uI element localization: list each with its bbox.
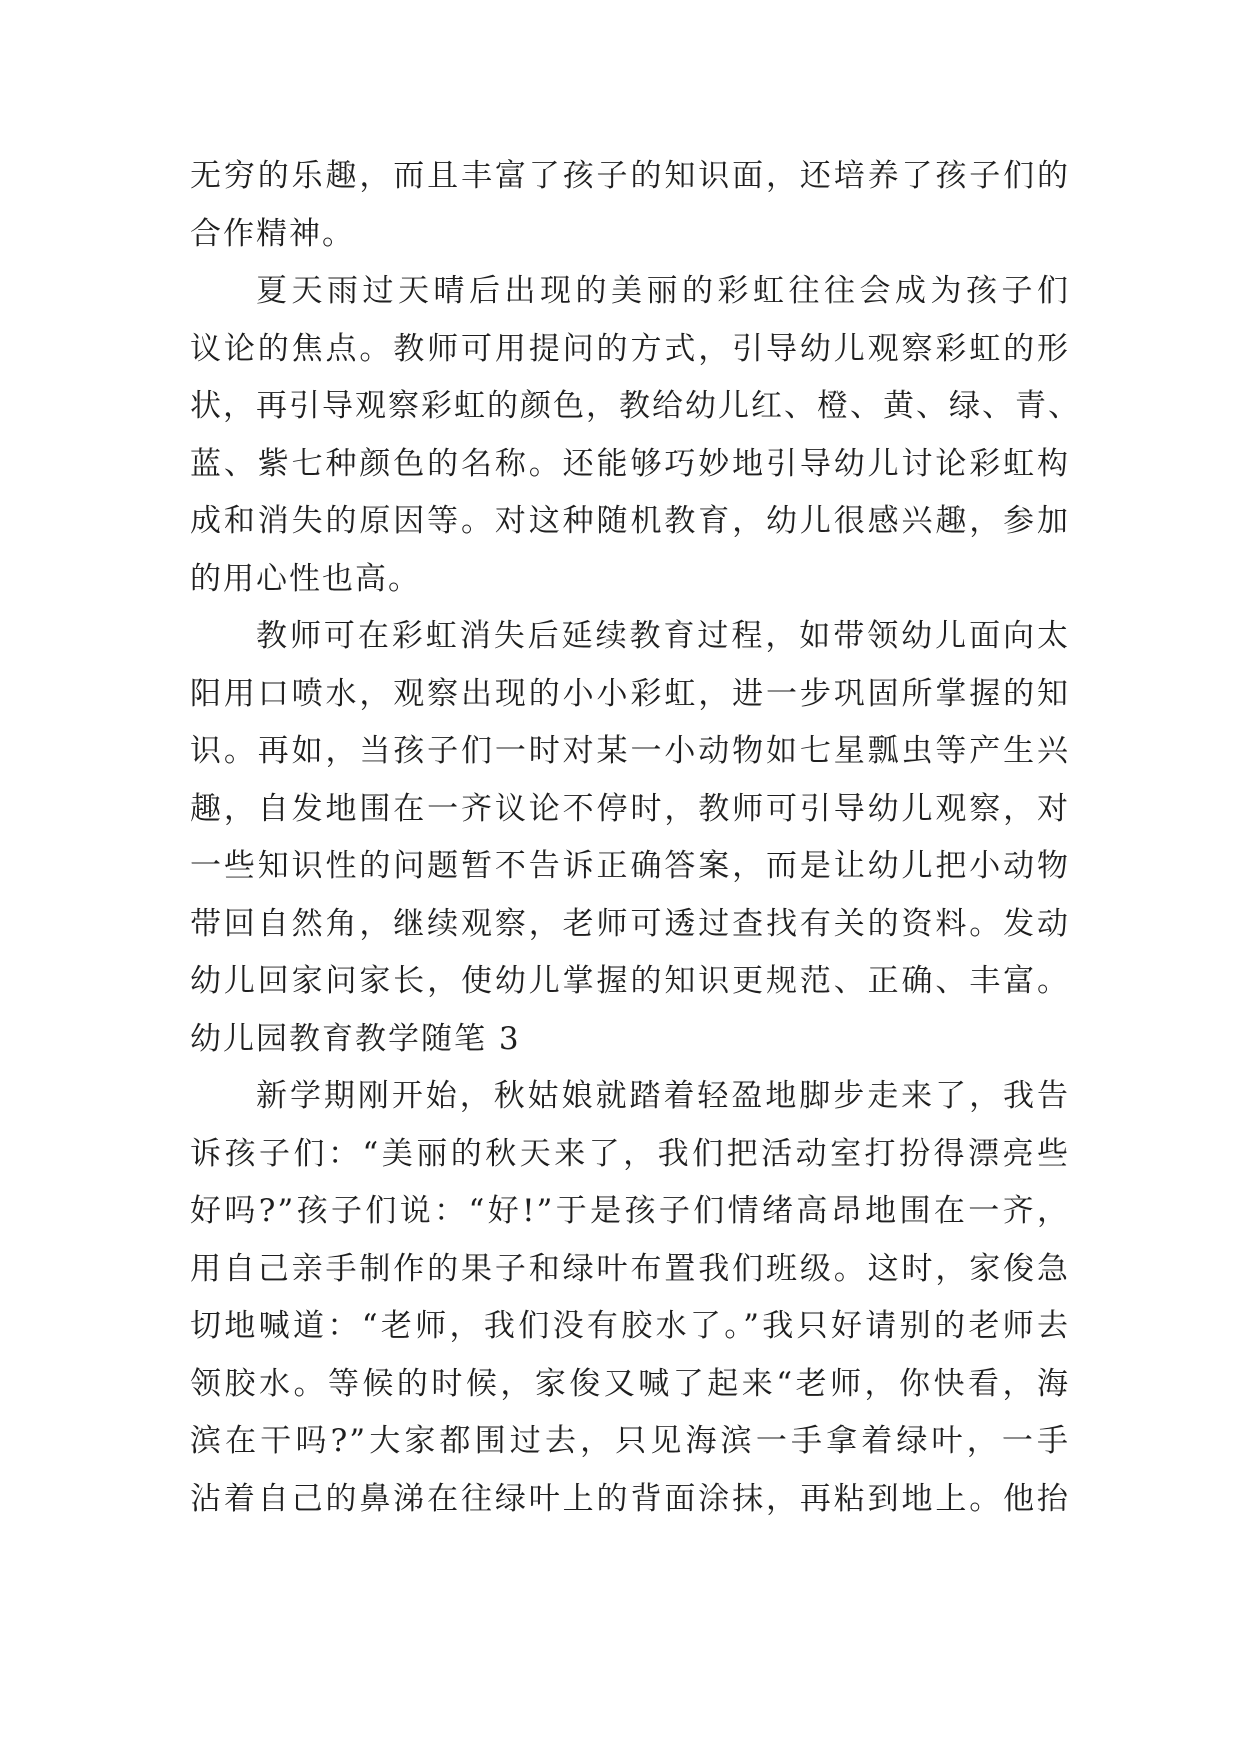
text-line: 状，再引导观察彩虹的颜色，教给幼儿红、橙、黄、绿、青、 bbox=[190, 388, 1081, 424]
text-line: 无穷的乐趣，而且丰富了孩子的知识面，还培养了孩子们的 bbox=[190, 158, 1070, 194]
text-line: 阳用口喷水，观察出现的小小彩虹，进一步巩固所掌握的知 bbox=[190, 675, 1070, 712]
text-line: 蓝、紫七种颜色的名称。还能够巧妙地引导幼儿讨论彩虹构 bbox=[190, 445, 1070, 482]
text-line: 沾着自己的鼻涕在往绿叶上的背面涂抹，再粘到地上。他抬 bbox=[190, 1480, 1070, 1517]
text-line: 趣，自发地围在一齐议论不停时，教师可引导幼儿观察，对 bbox=[190, 790, 1070, 827]
paragraph-first-line: 教师可在彩虹消失后延续教育过程，如带领幼儿面向太 bbox=[256, 618, 1070, 654]
text-line: 带回自然角，继续观察，老师可透过查找有关的资料。发动 bbox=[190, 905, 1070, 942]
text-line: 一些知识性的问题暂不告诉正确答案，而是让幼儿把小动物 bbox=[190, 848, 1070, 884]
text-line: 议论的焦点。教师可用提问的方式，引导幼儿观察彩虹的形 bbox=[190, 330, 1070, 367]
paragraph-first-line: 夏天雨过天晴后出现的美丽的彩虹往往会成为孩子们 bbox=[256, 273, 1070, 309]
text-line: 识。再如，当孩子们一时对某一小动物如七星瓢虫等产生兴 bbox=[190, 733, 1070, 769]
text-line: 用自己亲手制作的果子和绿叶布置我们班级。这时，家俊急 bbox=[190, 1250, 1070, 1287]
text-line: 合作精神。 bbox=[190, 215, 355, 252]
text-line: 幼儿回家问家长，使幼儿掌握的知识更规范、正确、丰富。 bbox=[190, 963, 1070, 999]
text-line: 的用心性也高。 bbox=[190, 560, 421, 597]
text-line: 滨在干吗?”大家都围过去，只见海滨一手拿着绿叶，一手 bbox=[190, 1423, 1070, 1459]
section-heading: 幼儿园教育教学随笔 3 bbox=[190, 1020, 521, 1057]
text-line: 领胶水。等候的时候，家俊又喊了起来“老师，你快看，海 bbox=[190, 1365, 1070, 1402]
text-line: 成和消失的原因等。对这种随机教育，幼儿很感兴趣，参加 bbox=[190, 503, 1070, 539]
text-line: 好吗?”孩子们说：“好!”于是孩子们情绪高昂地围在一齐， bbox=[190, 1193, 1070, 1229]
text-line: 诉孩子们：“美丽的秋天来了，我们把活动室打扮得漂亮些 bbox=[190, 1135, 1070, 1172]
paragraph-first-line: 新学期刚开始，秋姑娘就踏着轻盈地脚步走来了，我告 bbox=[256, 1078, 1070, 1114]
text-line: 切地喊道：“老师，我们没有胶水了。”我只好请别的老师去 bbox=[190, 1308, 1070, 1344]
document-page bbox=[190, 148, 1081, 1528]
